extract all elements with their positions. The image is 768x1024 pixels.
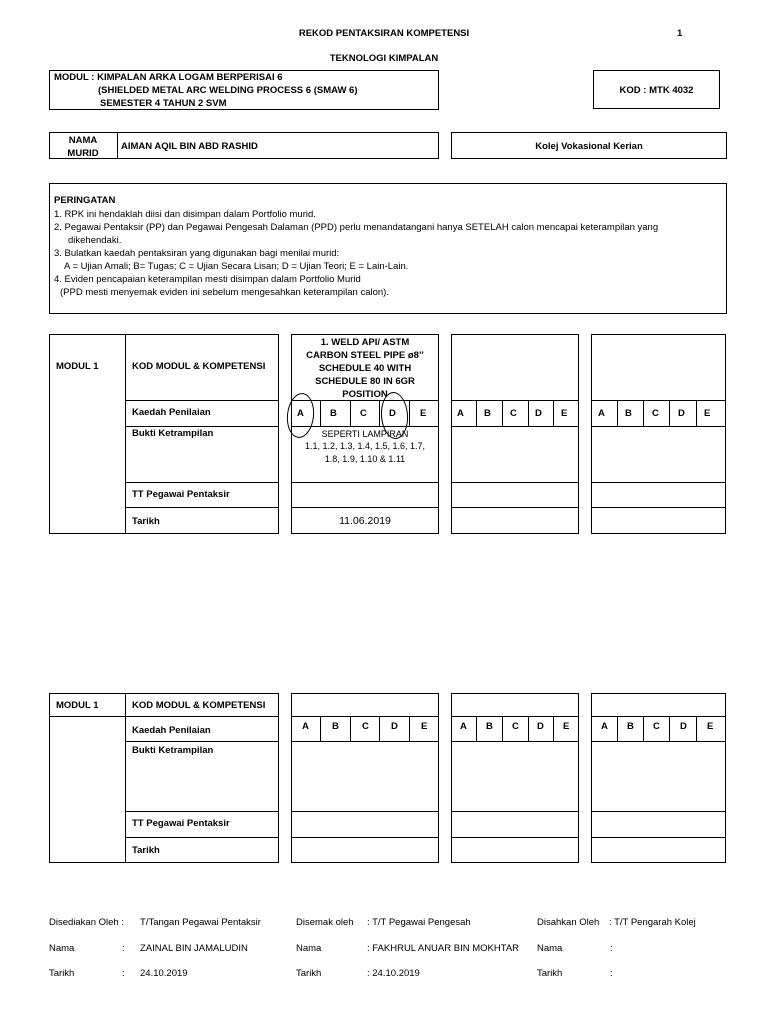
bukti-line-2: 1.1, 1.2, 1.3, 1.4, 1.5, 1.6, 1.7, <box>304 441 426 451</box>
t2-row-line <box>125 837 279 838</box>
t1c2-letter-b: B <box>484 408 491 419</box>
t1c2-letter-a: A <box>457 408 464 419</box>
table2-kod-label: KOD MODUL & KOMPETENSI <box>132 700 266 711</box>
t1-col1-line <box>291 507 439 508</box>
nama-label-1: NAMA <box>68 135 98 146</box>
table1-modul-label: MODUL 1 <box>56 361 99 372</box>
table1-bukti-label: Bukti Ketrampilan <box>132 428 214 439</box>
t2c1-letter-c: C <box>362 721 369 732</box>
table2-kaedah-label: Kaedah Penilaian <box>132 725 211 736</box>
tarikh-label-footer-1: Tarikh <box>49 968 75 979</box>
kolej-name: Kolej Vokasional Kerian <box>535 141 643 152</box>
disediakan-label: Disediakan Oleh : <box>49 917 124 928</box>
t1-letter-divider <box>696 400 697 426</box>
disediakan-value: T/Tangan Pegawai Pentaksir <box>140 917 261 928</box>
t1c2-letter-d: D <box>535 408 542 419</box>
document-title: REKOD PENTAKSIRAN KOMPETENSI <box>298 28 470 39</box>
table1-tt-label: TT Pegawai Pentaksir <box>132 489 230 500</box>
peringatan-line-6: 4. Eviden pencapaian keterampilan mesti disimpan dalam Portfolio Murid <box>54 274 361 285</box>
table2-bukti-label: Bukti Ketrampilan <box>132 745 214 756</box>
t2c2-letter-a: A <box>460 721 467 732</box>
kompetensi-line-4: SCHEDULE 80 IN 6GR <box>315 376 415 387</box>
t2-letter-divider <box>476 716 477 741</box>
disemak-value: : T/T Pegawai Pengesah <box>367 917 471 928</box>
t1c3-letter-c: C <box>652 408 659 419</box>
t1-letter-divider <box>669 400 670 426</box>
t2-letter-divider <box>409 716 410 741</box>
t1-letter-divider <box>553 400 554 426</box>
table1-left-divider <box>125 334 126 534</box>
t1c1-letter-d: D <box>389 408 396 419</box>
t1c3-letter-a: A <box>598 408 605 419</box>
t2-letter-divider <box>320 716 321 741</box>
t2c1-letter-a: A <box>302 721 309 732</box>
t1-letter-divider <box>502 400 503 426</box>
t2-col1-line <box>291 837 439 838</box>
t1-row-line <box>125 482 279 483</box>
t2c2-letter-b: B <box>486 721 493 732</box>
t2-col3-line <box>591 837 726 838</box>
t2c1-letter-e: E <box>421 721 428 732</box>
t1-letter-divider <box>409 400 410 426</box>
tarikh-value-2: : 24.10.2019 <box>367 968 420 979</box>
t2c3-letter-b: B <box>627 721 634 732</box>
t1-letter-divider <box>617 400 618 426</box>
peringatan-title: PERINGATAN <box>54 195 116 206</box>
t2c3-letter-e: E <box>707 721 714 732</box>
tarikh-value: 11.06.2019 <box>339 515 391 527</box>
table2-tarikh-label: Tarikh <box>132 845 160 856</box>
t2-col2-line <box>451 811 579 812</box>
nama-colon-1: : <box>122 943 125 954</box>
t2-letter-divider <box>617 716 618 741</box>
kompetensi-line-5: POSITION <box>342 389 388 400</box>
t1-col3-line <box>591 482 726 483</box>
t2c2-letter-c: C <box>512 721 519 732</box>
t1c3-letter-b: B <box>625 408 632 419</box>
t2-letter-divider <box>643 716 644 741</box>
modul-line-2: (SHIELDED METAL ARC WELDING PROCESS 6 (SMAW 6) <box>98 85 358 96</box>
nama-label-2: MURID <box>67 148 99 159</box>
t1c1-letter-c: C <box>360 408 367 419</box>
murid-divider <box>117 132 118 159</box>
t2-col2-line <box>451 741 579 742</box>
t1-letter-divider <box>320 400 321 426</box>
table1-tarikh-label: Tarikh <box>132 516 160 527</box>
t1c2-letter-e: E <box>561 408 568 419</box>
tarikh-label-footer-3: Tarikh <box>537 968 563 979</box>
disahkan-value: : T/T Pengarah Kolej <box>609 917 696 928</box>
t2-col3-line <box>591 716 726 717</box>
t2-letter-divider <box>502 716 503 741</box>
t1-row-line <box>125 400 279 401</box>
t2-row-line <box>49 716 279 717</box>
student-name: AIMAN AQIL BIN ABD RASHID <box>121 141 258 152</box>
t1-col3-line <box>591 426 726 427</box>
t2c3-letter-d: D <box>680 721 687 732</box>
t2-col1-line <box>291 811 439 812</box>
t2c2-letter-d: D <box>537 721 544 732</box>
tarikh-colon-3: : <box>610 968 613 979</box>
t2-col2-line <box>451 716 579 717</box>
t1-col1-line <box>291 400 439 401</box>
peringatan-line-3: dikehendaki. <box>68 235 122 246</box>
t1-col2-line <box>451 482 579 483</box>
t2-col3-line <box>591 741 726 742</box>
t2-letter-divider <box>379 716 380 741</box>
t1c3-letter-e: E <box>704 408 711 419</box>
bukti-line-1: SEPERTI LAMPIRAN <box>321 429 409 439</box>
t1-col2-line <box>451 400 579 401</box>
table1-kod-label: KOD MODUL & KOMPETENSI <box>132 361 266 372</box>
t2-row-line <box>125 811 279 812</box>
t2c1-letter-b: B <box>332 721 339 732</box>
t2-letter-divider <box>669 716 670 741</box>
t2-letter-divider <box>350 716 351 741</box>
disahkan-label: Disahkan Oleh <box>537 917 600 928</box>
t1-col2-line <box>451 507 579 508</box>
t2-letter-divider <box>696 716 697 741</box>
t1-letter-divider <box>643 400 644 426</box>
t1-letter-divider <box>350 400 351 426</box>
tarikh-value-1: 24.10.2019 <box>140 968 188 979</box>
t1c1-letter-a: A <box>297 408 304 419</box>
t1-col1-line <box>291 482 439 483</box>
tarikh-colon-1: : <box>122 968 125 979</box>
table2-tt-label: TT Pegawai Pentaksir <box>132 818 230 829</box>
modul-line-3: SEMESTER 4 TAHUN 2 SVM <box>100 98 227 109</box>
t1-letter-divider <box>476 400 477 426</box>
nama-value-1: ZAINAL BIN JAMALUDIN <box>140 943 248 954</box>
peringatan-line-7: (PPD mesti menyemak eviden ini sebelum mengesahkan keterampilan calon). <box>60 287 389 298</box>
t1-letter-divider <box>379 400 380 426</box>
document-subtitle: TEKNOLOGI KIMPALAN <box>329 53 439 64</box>
page-number: 1 <box>677 28 683 39</box>
t1c3-letter-d: D <box>678 408 685 419</box>
t2c3-letter-a: A <box>601 721 608 732</box>
kompetensi-line-1: 1. WELD API/ ASTM <box>320 337 410 348</box>
t1-col3-line <box>591 400 726 401</box>
nama-label-footer-1: Nama <box>49 943 75 954</box>
nama-label-footer-3: Nama <box>537 943 563 954</box>
t1c1-letter-b: B <box>330 408 337 419</box>
t2-letter-divider <box>553 716 554 741</box>
t2-letter-divider <box>528 716 529 741</box>
kompetensi-line-2: CARBON STEEL PIPE ø8’’ <box>306 350 424 361</box>
t2-col1-line <box>291 716 439 717</box>
t2-col2-line <box>451 837 579 838</box>
t1-col2-line <box>451 426 579 427</box>
t2-col3-line <box>591 811 726 812</box>
t1c2-letter-c: C <box>510 408 517 419</box>
t2c1-letter-d: D <box>391 721 398 732</box>
peringatan-line-5: A = Ujian Amali; B= Tugas; C = Ujian Secara Lisan; D = Ujian Teori; E = Lain-Lain. <box>64 261 409 272</box>
t1-row-line <box>125 507 279 508</box>
kompetensi-line-3: SCHEDULE 40 WITH <box>318 363 412 374</box>
t1-letter-divider <box>528 400 529 426</box>
t2-col1-line <box>291 741 439 742</box>
table1-col2 <box>451 334 579 534</box>
nama-value-2: : FAKHRUL ANUAR BIN MOKHTAR <box>367 943 520 954</box>
t1-col1-line <box>291 426 439 427</box>
disemak-label: Disemak oleh <box>296 917 354 928</box>
peringatan-line-1: 1. RPK ini hendaklah diisi dan disimpan dalam Portfolio murid. <box>54 209 316 220</box>
peringatan-line-4: 3. Bulatkan kaedah pentaksiran yang digunakan bagi menilai murid: <box>54 248 340 259</box>
nama-colon-3: : <box>610 943 613 954</box>
kod-text: KOD : MTK 4032 <box>619 85 694 96</box>
table1-col3 <box>591 334 726 534</box>
t1-col3-line <box>591 507 726 508</box>
table1-kaedah-label: Kaedah Penilaian <box>132 407 211 418</box>
t1c1-letter-e: E <box>420 408 427 419</box>
t2c3-letter-c: C <box>653 721 660 732</box>
t1-row-line <box>125 426 279 427</box>
modul-line-1: MODUL : KIMPALAN ARKA LOGAM BERPERISAI 6 <box>54 72 283 83</box>
peringatan-line-2: 2. Pegawai Pentaksir (PP) dan Pegawai Pengesah Dalaman (PPD) perlu menandatangani hanya SETELAH calon mencapai keterampilan yang <box>54 222 659 233</box>
tarikh-label-footer-2: Tarikh <box>296 968 322 979</box>
t2c2-letter-e: E <box>563 721 570 732</box>
bukti-line-3: 1.8, 1.9, 1.10 & 1.11 <box>324 454 406 464</box>
nama-label-footer-2: Nama <box>296 943 322 954</box>
t2-row-line <box>125 741 279 742</box>
table2-modul-label: MODUL 1 <box>56 700 99 711</box>
